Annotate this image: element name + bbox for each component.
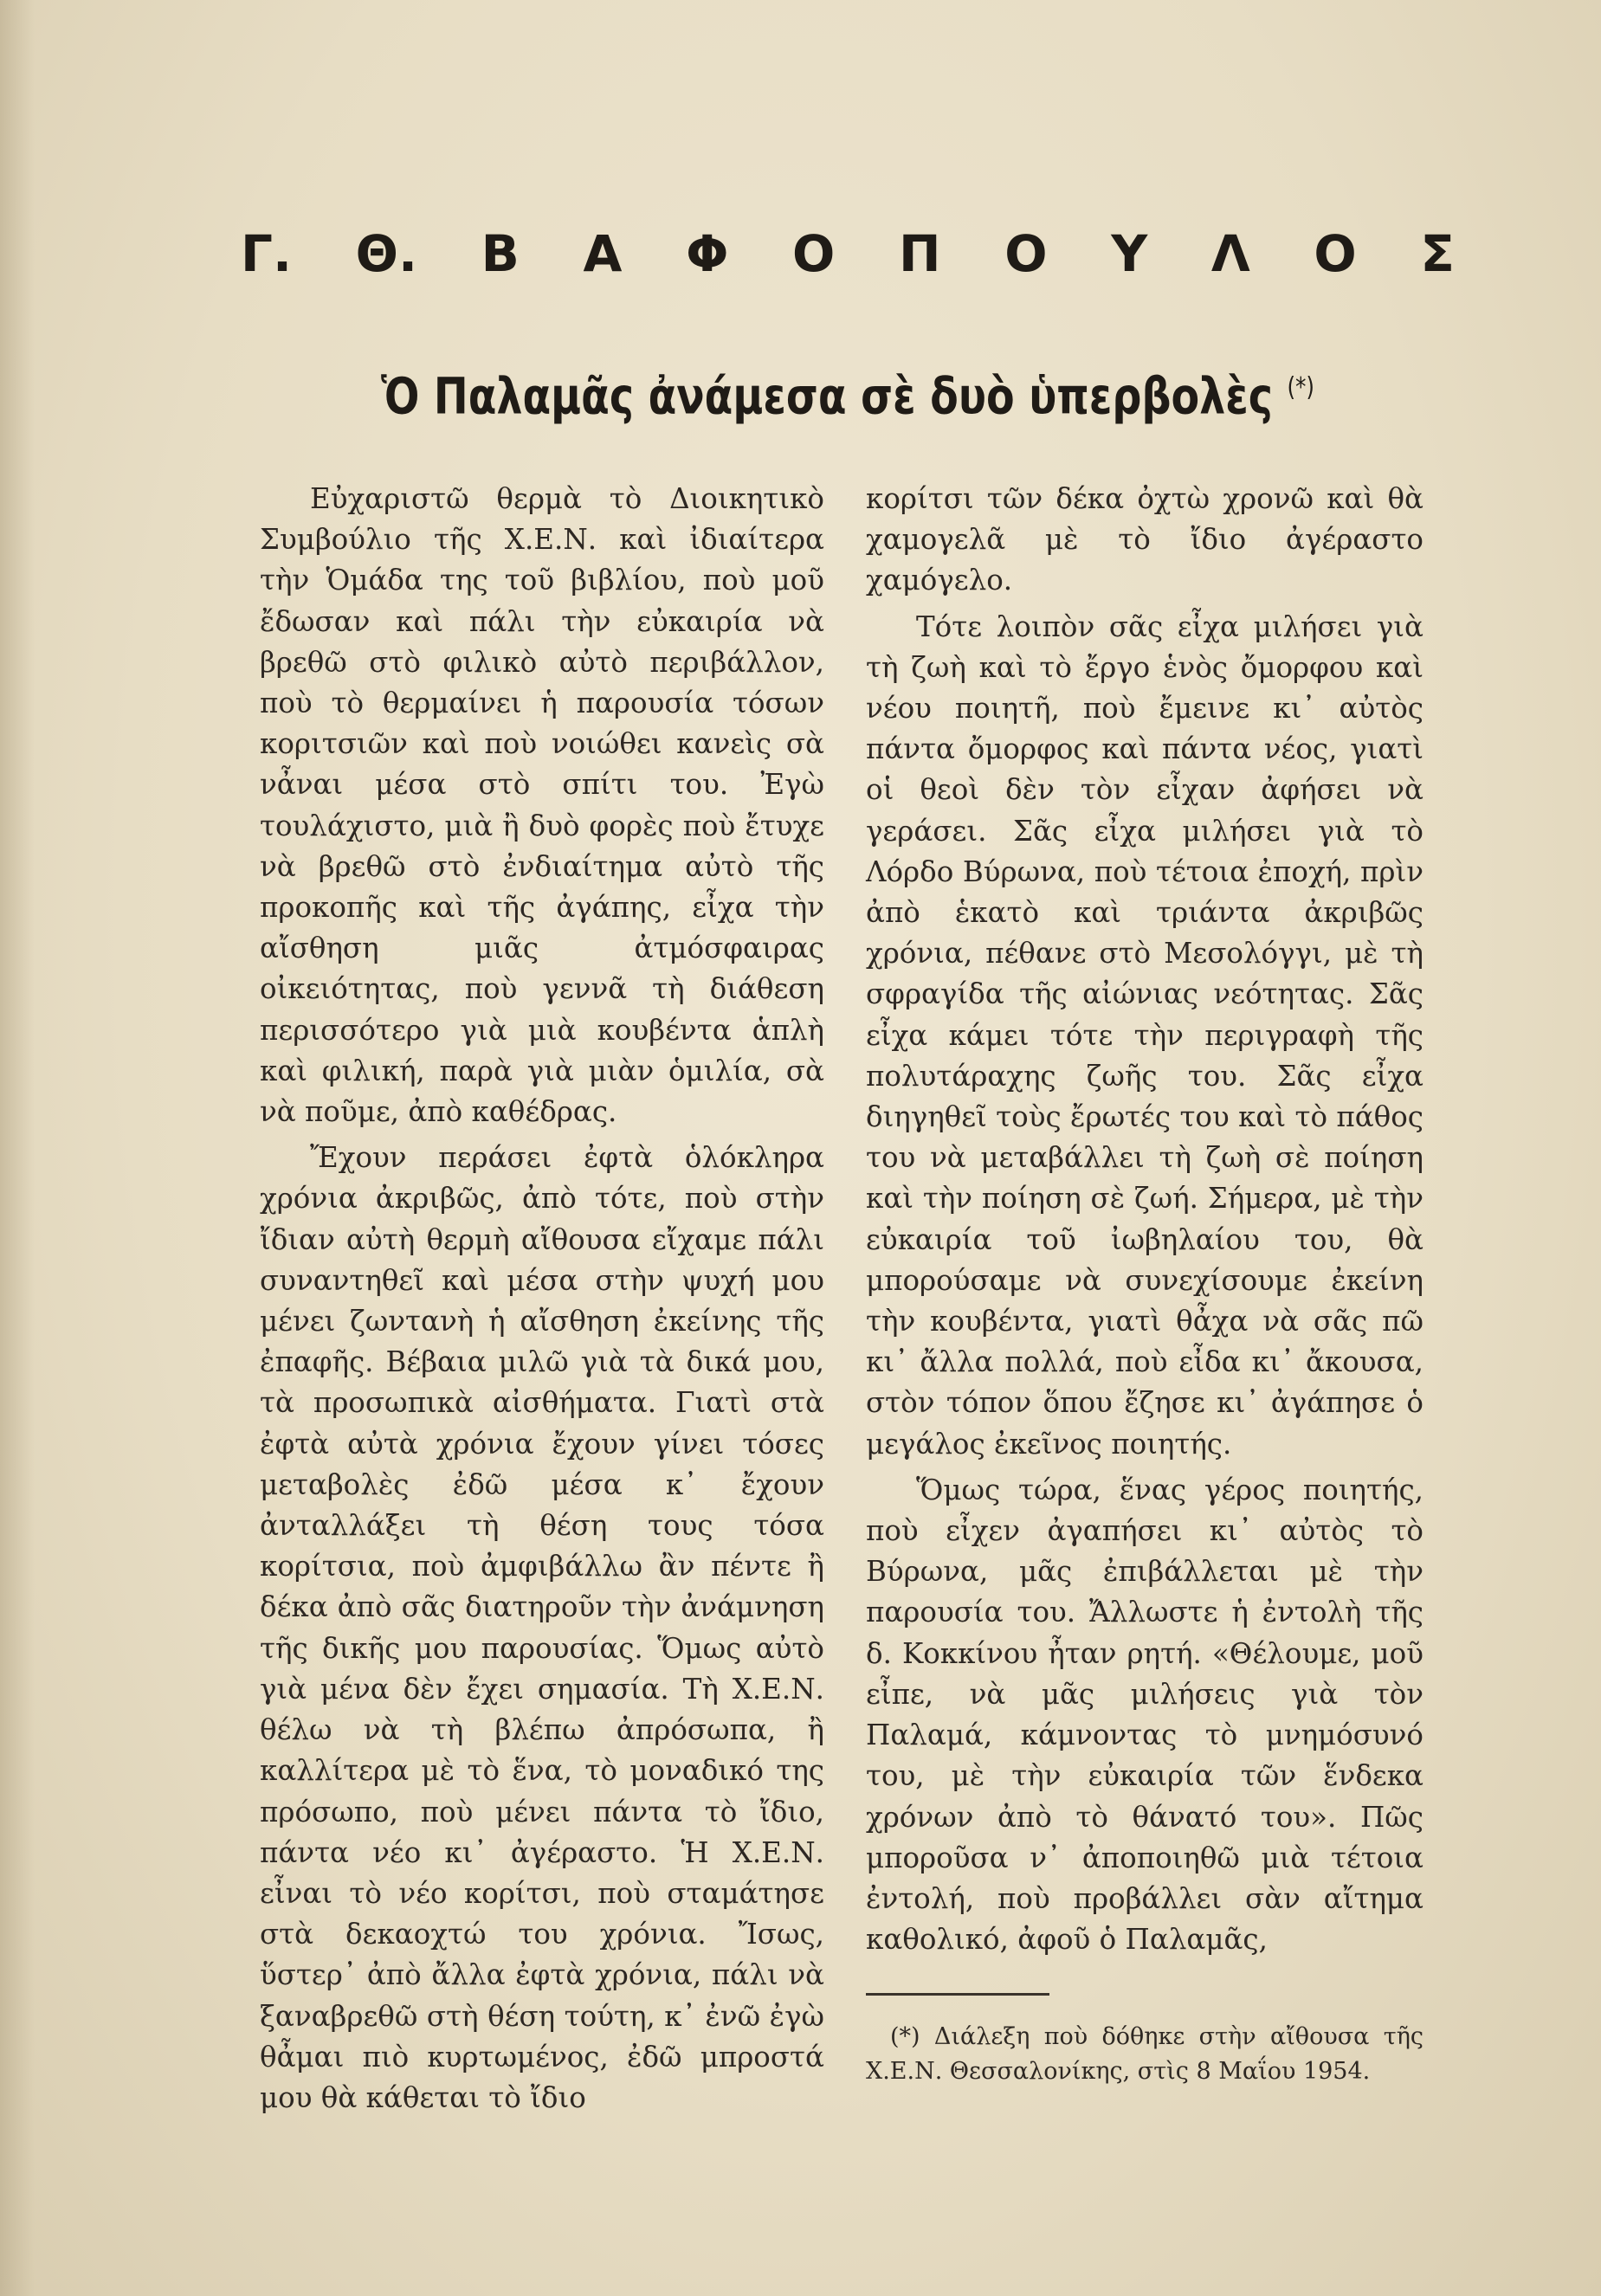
author-letter: Υ: [1111, 224, 1148, 283]
paragraph: κορίτσι τῶν δέκα ὀχτὼ χρονῶ καὶ θὰ χαμογελᾶ μὲ τὸ ἴδιο ἀγέραστο χαμόγελο.: [866, 482, 1423, 597]
article-title-text: Ὁ Παλαμᾶς ἀνάμεσα σὲ δυὸ ὑπερβολὲς: [381, 366, 1273, 426]
author-letter: Λ: [1210, 224, 1250, 283]
author-letter: Φ: [686, 224, 729, 283]
author-letter: Π: [899, 224, 941, 283]
author-letter: Α: [583, 224, 623, 283]
author-letter: Γ.: [241, 224, 292, 283]
paragraph: Ἔχουν περάσει ἐφτὰ ὁλόκληρα χρόνια ἀκριβῶς, ἀπὸ τότε, ποὺ στὴν ἴδιαν αὐτὴ θερμὴ αἴθουσα εἴχαμε πάλι συναντηθεῖ καὶ μέσα στὴν ψυχή μου μένει ζωντανὴ ἡ αἴσθηση ἐκείνης τῆς ἐπαφῆς. Βέβαια μιλῶ γιὰ τὰ δικά μου, τὰ προσωπικὰ αἰσθήματα. Γιατὶ στὰ ἐφτὰ αὐτὰ χρόνια ἔχουν γίνει τόσες μεταβολὲς ἐδῶ μέσα κ᾿ ἔχουν ἀνταλλάξει τὴ θέση τους τόσα κορίτσια, ποὺ ἀμφιβάλλω ἂν πέντε ἢ δέκα ἀπὸ σᾶς διατηροῦν τὴν ἀνάμνηση τῆς δικῆς μου παρουσίας. Ὅμως αὐτὸ γιὰ μένα δὲν ἔχει σημασία. Τὴ Χ.Ε.Ν. θέλω νὰ τὴ βλέπω ἀπρόσωπα, ἢ καλλίτερα μὲ τὸ ἕνα, τὸ μοναδικό της πρόσωπο, ποὺ μένει πάντα τὸ ἴδιο, πάντα νέο κι᾿ ἀγέραστο. Ἡ Χ.Ε.Ν. εἶναι τὸ νέο κορίτσι, ποὺ σταμάτησε στὰ δεκαοχτώ του χρόνια. Ἴσως, ὕστερ᾿ ἀπὸ ἄλλα ἐφτὰ χρόνια, πάλι νὰ ξαναβρεθῶ στὴ θέση τούτη, κ᾿ ἐνῶ ἐγὼ θἆμαι πιὸ κυρτωμένος, ἐδῶ μπροστά μου θὰ κάθεται τὸ ἴδιο: [260, 1141, 824, 2114]
article-title: [381, 353, 1315, 430]
author-letter: Ο: [1004, 224, 1048, 283]
paragraph: Τότε λοιπὸν σᾶς εἶχα μιλήσει γιὰ τὴ ζωὴ καὶ τὸ ἔργο ἑνὸς ὄμορφου καὶ νέου ποιητῆ, ποὺ ἔμεινε κι᾿ αὐτὸς πάντα ὄμορφος καὶ πάντα νέος, γιατὶ οἱ θεοὶ δὲν τὸν εἶχαν ἀφήσει νὰ γεράσει. Σᾶς εἶχα μιλήσει γιὰ τὸ Λόρδο Βύρωνα, ποὺ τέτοια ἐποχή, πρὶν ἀπὸ ἑκατὸ καὶ τριάντα ἀκριβῶς χρόνια, πέθανε στὸ Μεσολόγγι, μὲ τὴ σφραγίδα τῆς αἰώνιας νεότητας. Σᾶς εἶχα κάμει τότε τὴν περιγραφὴ τῆς πολυτάραχης ζωῆς του. Σᾶς εἶχα διηγηθεῖ τοὺς ἔρωτές του καὶ τὸ πάθος του νὰ μεταβάλλει τὴ ζωὴ σὲ ποίηση καὶ τὴν ποίηση σὲ ζωή. Σήμερα, μὲ τὴν εὐκαιρία τοῦ ἰωβηλαίου του, θὰ μπορούσαμε νὰ συνεχίσουμε ἐκείνη τὴν κουβέντα, γιατὶ θἆχα νὰ σᾶς πῶ κι᾿ ἄλλα πολλά, ποὺ εἶδα κι᾿ ἄκουσα, στὸν τόπον ὅπου ἔζησε κι᾿ ἀγάπησε ὁ μεγάλος ἐκεῖνος ποιητής.: [866, 609, 1423, 1461]
footnote-divider: [866, 1993, 1049, 1996]
author-letter: Ο: [792, 224, 836, 283]
footnote: [866, 2020, 1423, 2089]
author-letter: Ο: [1314, 224, 1357, 283]
author-letter: Β: [481, 224, 520, 283]
right-column: [866, 479, 1423, 1965]
author-letter: Θ.: [355, 224, 417, 283]
author-letter: Σ: [1420, 224, 1455, 283]
paragraph: Εὐχαριστῶ θερμὰ τὸ Διοικητικὸ Συμβούλιο τῆς Χ.Ε.Ν. καὶ ἰδιαίτερα τὴν Ὁμάδα της τοῦ βιβλίου, ποὺ μοῦ ἔδωσαν καὶ πάλι τὴν εὐκαιρία νὰ βρεθῶ στὸ φιλικὸ αὐτὸ περιβάλλον, ποὺ τὸ θερμαίνει ἡ παρουσία τόσων κοριτσιῶν καὶ ποὺ νοιώθει κανεὶς σὰ νἆναι μέσα στὸ σπίτι του. Ἐγὼ τουλάχιστο, μιὰ ἢ δυὸ φορὲς ποὺ ἔτυχε νὰ βρεθῶ στὸ ἐνδιαίτημα αὐτὸ τῆς προκοπῆς καὶ τῆς ἀγάπης, εἶχα τὴν αἴσθηση μιᾶς ἀτμόσφαιρας οἰκειότητας, ποὺ γεννᾶ τὴ διάθεση περισσότερο γιὰ μιὰ κουβέντα ἁπλὴ καὶ φιλική, παρὰ γιὰ μιὰν ὁμιλία, σὰ νὰ ποῦμε, ἀπὸ καθέδρας.: [260, 482, 824, 1129]
footnote-text: (*) Διάλεξη ποὺ δόθηκε στὴν αἴθουσα τῆς Χ.Ε.Ν. Θεσσαλονίκης, στὶς 8 Μαΐου 1954.: [866, 2023, 1423, 2085]
footnote-reference-mark: (*): [1287, 372, 1315, 403]
left-column: [260, 479, 824, 2124]
author-name: [241, 223, 1455, 284]
paragraph: Ὅμως τώρα, ἕνας γέρος ποιητής, ποὺ εἶχεν ἀγαπήσει κι᾿ αὐτὸς τὸ Βύρωνα, μᾶς ἐπιβάλλεται μὲ τὴν παρουσία του. Ἄλλωστε ἡ ἐντολὴ τῆς δ. Κοκκίνου ἦταν ρητή. «Θέλουμε, μοῦ εἶπε, νὰ μᾶς μιλήσεις γιὰ τὸν Παλαμά, κάμνοντας τὸ μνημόσυνό του, μὲ τὴν εὐκαιρία τῶν ἕνδεκα χρόνων ἀπὸ τὸ θάνατό του». Πῶς μποροῦσα ν᾿ ἀποποιηθῶ μιὰ τέτοια ἐντολή, ποὺ προβάλλει σὰν αἴτημα καθολικό, ἀφοῦ ὁ Παλαμᾶς,: [866, 1473, 1423, 1957]
